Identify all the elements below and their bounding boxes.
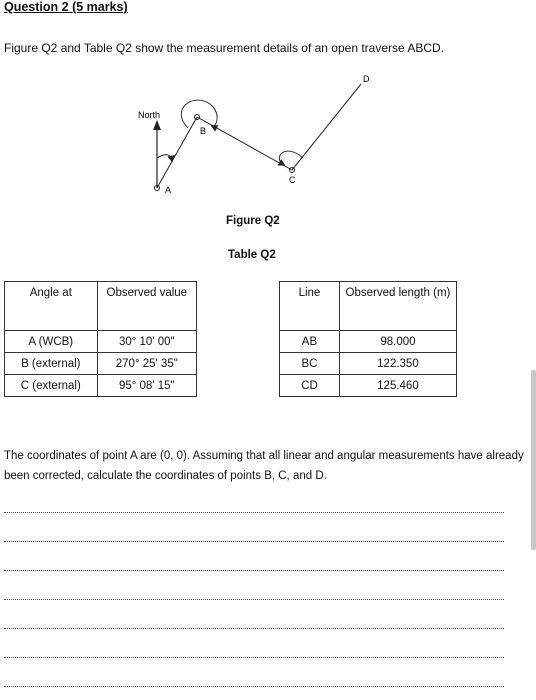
question-prompt: The coordinates of point A are (0, 0). Assuming that all linear and angular measurements have already been corrected, calculate the coordinates of points B, C, and D.: [4, 450, 524, 482]
header-observed-length: Observed length (m): [339, 282, 456, 331]
answer-line[interactable]: [4, 541, 504, 542]
header-angle-at: Angle at: [5, 282, 98, 331]
line-name: CD: [280, 375, 340, 397]
line-name: AB: [280, 331, 340, 353]
table-caption: Table Q2: [228, 249, 276, 261]
line-bc: [197, 117, 292, 170]
intro-text: Figure Q2 and Table Q2 show the measurement details of an open traverse ABCD.: [4, 41, 445, 55]
angle-arc-b: [181, 100, 217, 128]
header-observed-value: Observed value: [97, 282, 196, 331]
angle-table-header: [5, 282, 197, 331]
line-length: 122.350: [339, 353, 456, 375]
answer-line[interactable]: [4, 628, 504, 629]
line-length: 98.000: [339, 331, 456, 353]
answer-line[interactable]: [4, 512, 504, 513]
header-line: Line: [280, 282, 340, 331]
answer-line[interactable]: [4, 686, 504, 687]
answer-line[interactable]: [4, 657, 504, 658]
question-heading: Question 2 (5 marks): [4, 0, 128, 14]
traverse-figure: [0, 60, 400, 210]
angle-table: [4, 281, 197, 397]
angle-station: B (external): [5, 353, 98, 375]
scrollbar[interactable]: [531, 370, 536, 550]
line-ab: [157, 117, 197, 188]
point-label-b: B: [200, 126, 207, 136]
angle-value: 270° 25' 35": [97, 353, 196, 375]
line-length: 125.460: [339, 375, 456, 397]
table-row: [5, 375, 197, 397]
point-label-c: C: [289, 175, 296, 185]
table-row: [280, 375, 457, 397]
angle-arc-a: [157, 155, 172, 161]
angle-station: A (WCB): [5, 331, 98, 353]
length-table-header: [280, 282, 457, 331]
table-row: [280, 331, 457, 353]
figure-caption: Figure Q2: [226, 215, 280, 227]
angle-arc-c: [279, 151, 303, 165]
table-row: [5, 353, 197, 375]
point-label-a: A: [165, 185, 172, 195]
point-label-d: D: [363, 74, 370, 84]
north-label: North: [138, 110, 161, 120]
angle-value: 95° 08' 15": [97, 375, 196, 397]
angle-station: C (external): [5, 375, 98, 397]
table-row: [5, 331, 197, 353]
north-arrowhead: [153, 120, 161, 130]
line-name: BC: [280, 353, 340, 375]
table-row: [280, 353, 457, 375]
answer-line[interactable]: [4, 570, 504, 571]
answer-line[interactable]: [4, 599, 504, 600]
angle-value: 30° 10' 00": [97, 331, 196, 353]
length-table: [279, 281, 457, 397]
